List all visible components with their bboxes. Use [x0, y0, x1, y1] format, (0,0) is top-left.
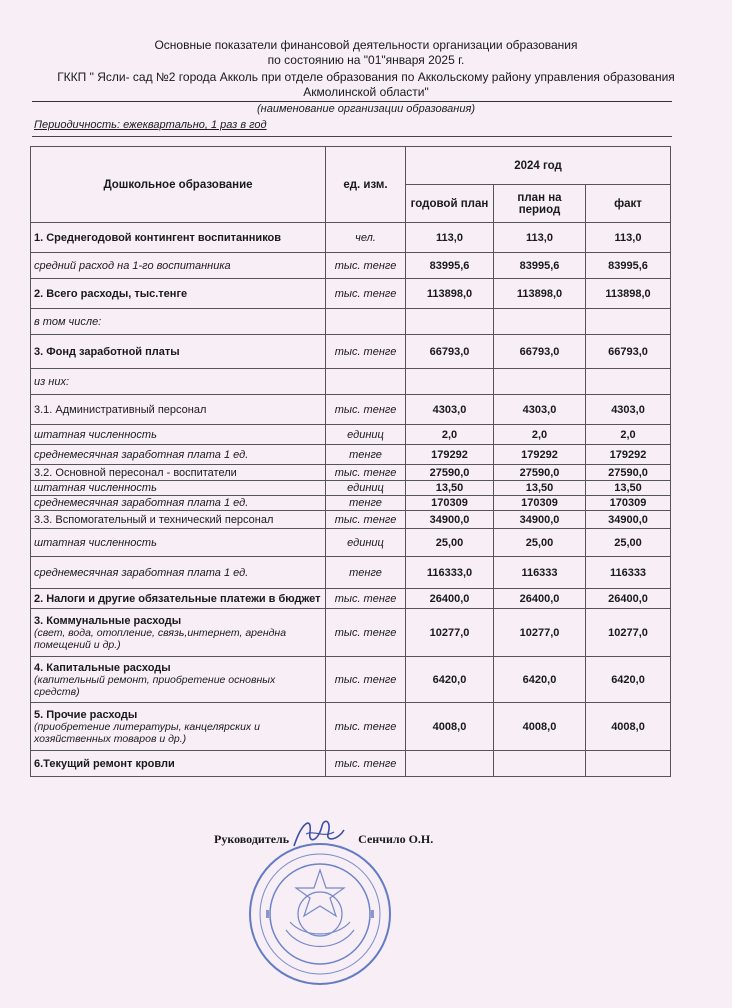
cell-plan: 27590,0 [406, 465, 494, 481]
row-label [31, 465, 326, 481]
cell-period: 4303,0 [494, 395, 586, 425]
org-underline [32, 101, 672, 102]
cell-period: 27590,0 [494, 465, 586, 481]
table-row [31, 253, 671, 279]
cell-period: 116333 [494, 557, 586, 589]
cell-period: 10277,0 [494, 609, 586, 657]
table-row [31, 511, 671, 529]
official-stamp [246, 840, 394, 988]
row-label-text: 1. Среднегодовой контингент воспитанников [34, 231, 282, 244]
cell-plan: 113,0 [406, 223, 494, 253]
row-label [31, 369, 326, 395]
cell-fact: 27590,0 [586, 465, 671, 481]
table-row [31, 496, 671, 511]
table-row [31, 309, 671, 335]
col-header-main: Дошкольное образование [31, 147, 326, 223]
cell-plan: 179292 [406, 445, 494, 465]
cell-plan: 34900,0 [406, 511, 494, 529]
cell-period: 6420,0 [494, 657, 586, 703]
table-row [31, 465, 671, 481]
cell-plan: 10277,0 [406, 609, 494, 657]
row-label [31, 511, 326, 529]
cell-fact [586, 751, 671, 777]
cell-period [494, 369, 586, 395]
cell-period: 26400,0 [494, 589, 586, 609]
cell-plan: 6420,0 [406, 657, 494, 703]
col-header-year: 2024 год [406, 147, 671, 185]
row-label-text: штатная численность [34, 482, 157, 494]
cell-period: 25,00 [494, 529, 586, 557]
cell-fact: 66793,0 [586, 335, 671, 369]
row-label-text: 4. Капитальные расходы [34, 661, 171, 674]
row-label [31, 589, 326, 609]
signer-role: Руководитель [214, 832, 290, 846]
cell-fact [586, 309, 671, 335]
row-label-text: 2. Налоги и другие обязательные платежи в бюджет [34, 592, 321, 605]
cell-fact: 4303,0 [586, 395, 671, 425]
row-label [31, 445, 326, 465]
cell-fact: 113,0 [586, 223, 671, 253]
row-label-text: из них: [34, 375, 70, 388]
cell-period: 179292 [494, 445, 586, 465]
row-unit: тыс. тенге [326, 335, 406, 369]
cell-fact: 113898,0 [586, 279, 671, 309]
row-unit: тенге [326, 557, 406, 589]
divider [32, 136, 672, 137]
row-unit: единиц [326, 425, 406, 445]
table-row [31, 609, 671, 657]
cell-fact: 116333 [586, 557, 671, 589]
row-label [31, 529, 326, 557]
cell-plan: 4303,0 [406, 395, 494, 425]
table-row [31, 335, 671, 369]
row-label [31, 335, 326, 369]
row-label [31, 557, 326, 589]
cell-period: 4008,0 [494, 703, 586, 751]
row-label [31, 496, 326, 511]
cell-fact: 4008,0 [586, 703, 671, 751]
row-label [31, 425, 326, 445]
col-header-plan: годовой план [406, 185, 494, 223]
cell-period: 170309 [494, 496, 586, 511]
row-unit: тыс. тенге [326, 657, 406, 703]
row-label-note: (приобретение литературы, канцелярских и хозяйственных товаров и др.) [34, 720, 260, 745]
row-label [31, 481, 326, 496]
row-label [31, 223, 326, 253]
cell-period: 113,0 [494, 223, 586, 253]
cell-plan: 83995,6 [406, 253, 494, 279]
table-row [31, 425, 671, 445]
cell-plan: 66793,0 [406, 335, 494, 369]
row-label [31, 309, 326, 335]
cell-plan: 116333,0 [406, 557, 494, 589]
row-label-text: среднемесячная заработная плата 1 ед. [34, 566, 249, 579]
cell-plan: 13,50 [406, 481, 494, 496]
cell-plan [406, 369, 494, 395]
row-label-text: средний расход на 1-го воспитанника [34, 259, 231, 272]
row-unit: тыс. тенге [326, 253, 406, 279]
row-unit: тенге [326, 445, 406, 465]
table-row [31, 529, 671, 557]
cell-plan: 26400,0 [406, 589, 494, 609]
cell-period [494, 309, 586, 335]
col-header-period: план на период [494, 185, 586, 223]
cell-fact: 26400,0 [586, 589, 671, 609]
row-label-text: среднемесячная заработная плата 1 ед. [34, 497, 249, 509]
row-unit: тыс. тенге [326, 395, 406, 425]
row-label-note: (капительный ремонт, приобретение основных средств) [34, 673, 276, 698]
row-unit: единиц [326, 529, 406, 557]
row-label [31, 609, 326, 657]
doc-date: по состоянию на "01"января 2025 г. [267, 53, 465, 67]
cell-fact: 170309 [586, 496, 671, 511]
table-row [31, 395, 671, 425]
row-label-text: в том числе: [34, 315, 102, 328]
row-unit [326, 369, 406, 395]
row-unit: тыс. тенге [326, 703, 406, 751]
row-label-text: 3. Фонд заработной платы [34, 345, 180, 358]
row-label-text: 3.3. Вспомогательный и технический персонал [34, 513, 274, 526]
cell-period: 83995,6 [494, 253, 586, 279]
row-label [31, 395, 326, 425]
row-unit: тыс. тенге [326, 279, 406, 309]
cell-period: 2,0 [494, 425, 586, 445]
row-unit: тыс. тенге [326, 589, 406, 609]
cell-plan: 4008,0 [406, 703, 494, 751]
cell-plan: 113898,0 [406, 279, 494, 309]
cell-period: 13,50 [494, 481, 586, 496]
row-unit: тенге [326, 496, 406, 511]
row-label-text: среднемесячная заработная плата 1 ед. [34, 448, 249, 461]
cell-period: 113898,0 [494, 279, 586, 309]
cell-fact: 83995,6 [586, 253, 671, 279]
col-header-unit: ед. изм. [326, 147, 406, 223]
doc-title: Основные показатели финансовой деятельности организации образования [154, 38, 578, 52]
row-unit: тыс. тенге [326, 751, 406, 777]
cell-period: 66793,0 [494, 335, 586, 369]
table-row [31, 445, 671, 465]
cell-fact: 6420,0 [586, 657, 671, 703]
row-label [31, 703, 326, 751]
cell-fact: 2,0 [586, 425, 671, 445]
table-row [31, 481, 671, 496]
row-label-text: штатная численность [34, 536, 157, 549]
cell-plan: 25,00 [406, 529, 494, 557]
org-name-line2: Акмолинской области" [303, 85, 429, 99]
row-label-text: 3. Коммунальные расходы [34, 614, 182, 627]
cell-period: 34900,0 [494, 511, 586, 529]
table-row [31, 751, 671, 777]
row-label-text: 3.2. Основной пересонал - воспитатели [34, 466, 237, 479]
col-header-fact: факт [586, 185, 671, 223]
row-label-text: 5. Прочие расходы [34, 708, 138, 721]
row-label-text: 2. Всего расходы, тыс.тенге [34, 287, 188, 300]
table-row [31, 703, 671, 751]
table-row [31, 557, 671, 589]
cell-plan [406, 751, 494, 777]
row-label [31, 253, 326, 279]
row-unit [326, 309, 406, 335]
table-row [31, 657, 671, 703]
row-label-text: штатная численность [34, 428, 157, 441]
finance-table [30, 146, 671, 777]
row-unit: тыс. тенге [326, 511, 406, 529]
row-unit: тыс. тенге [326, 609, 406, 657]
row-label-text: 3.1. Административный персонал [34, 403, 207, 416]
cell-fact: 179292 [586, 445, 671, 465]
row-unit: чел. [326, 223, 406, 253]
org-subnote: (наименование организации образования) [257, 103, 475, 115]
cell-fact: 34900,0 [586, 511, 671, 529]
row-label [31, 279, 326, 309]
cell-plan: 170309 [406, 496, 494, 511]
table-row [31, 279, 671, 309]
table-row [31, 223, 671, 253]
cell-fact: 10277,0 [586, 609, 671, 657]
table-row [31, 589, 671, 609]
cell-period [494, 751, 586, 777]
row-unit: единиц [326, 481, 406, 496]
row-label [31, 751, 326, 777]
cell-fact [586, 369, 671, 395]
cell-plan: 2,0 [406, 425, 494, 445]
cell-plan [406, 309, 494, 335]
cell-fact: 13,50 [586, 481, 671, 496]
row-label-text: 6.Текущий ремонт кровли [34, 757, 175, 770]
signer-name: Сенчило О.Н. [358, 832, 434, 846]
periodicity: Периодичность: ежеквартально, 1 раз в год [34, 119, 267, 131]
org-name-line1: ГККП " Ясли- сад №2 города Акколь при отделе образования по Аккольскому району управления образования [57, 70, 675, 84]
row-label-note: (свет, вода, отопление, связь,интернет, арендна помещений и др.) [34, 626, 287, 651]
cell-fact: 25,00 [586, 529, 671, 557]
table-row [31, 369, 671, 395]
row-unit: тыс. тенге [326, 465, 406, 481]
row-label [31, 657, 326, 703]
